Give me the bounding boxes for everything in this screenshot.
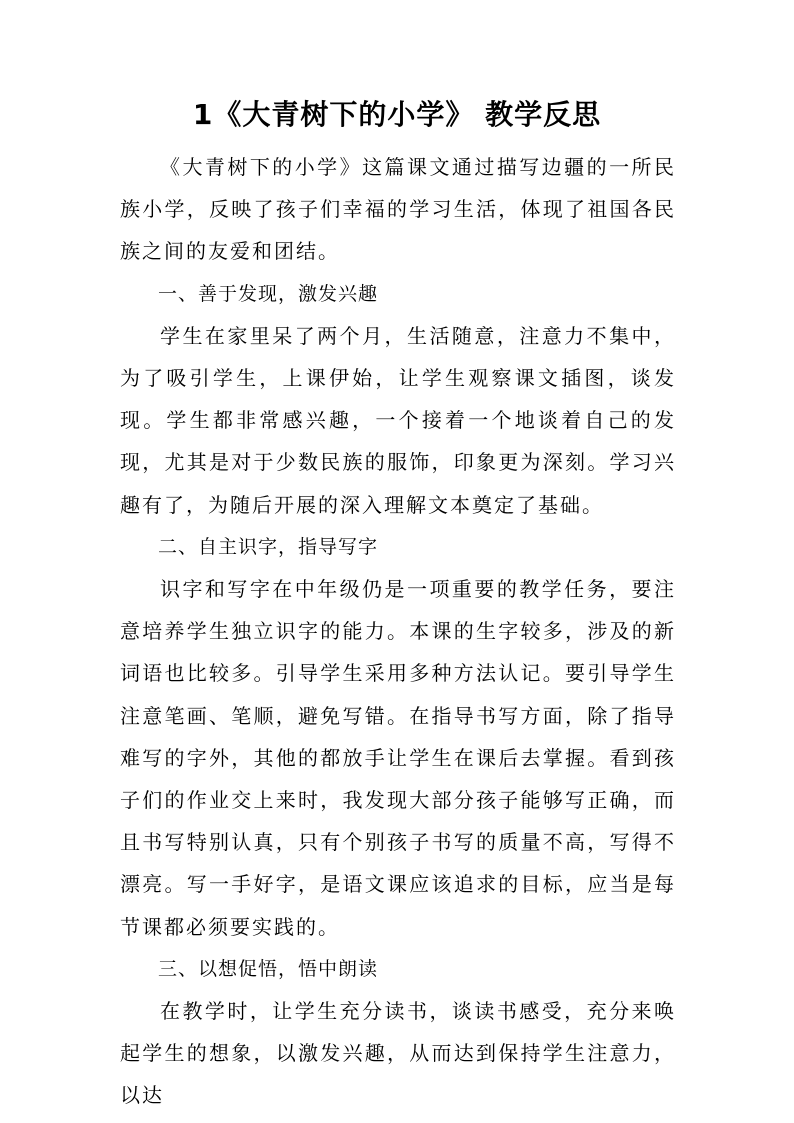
- section-heading-3: 三、以想促悟，悟中朗读: [158, 957, 379, 980]
- intro-paragraph: 《大青树下的小学》这篇课文通过描写边疆的一所民族小学，反映了孩子们幸福的学习生活，体现了祖国各民族之间的友爱和团结。: [120, 155, 676, 264]
- document-body: [120, 146, 676, 1117]
- section-paragraph-2: 识字和写字在中年级仍是一项重要的教学任务，要注意培养学生独立识字的能力。本课的生字较多，涉及的新词语也比较多。引导学生采用多种方法认记。要引导学生注意笔画、笔顺，避免写错。在指导书写方面，除了指导难写的字外，其他的都放手让学生在课后去掌握。看到孩子们的作业交上来时，我发现大部分孩子能够写正确，而且书写特别认真，只有个别孩子书写的质量不高，写得不漂亮。写一手好字，是语文课应该追求的目标，应当是每节课都必须要实践的。: [120, 577, 676, 939]
- section-paragraph-3: 在教学时，让学生充分读书，谈读书感受，充分来唤起学生的想象，以激发兴趣，从而达到保持学生注意力，以达: [120, 999, 676, 1108]
- section-paragraph-1: 学生在家里呆了两个月，生活随意，注意力不集中，为了吸引学生，上课伊始，让学生观察课文插图，谈发现。学生都非常感兴趣，一个接着一个地谈着自己的发现，尤其是对于少数民族的服饰，印象更为深刻。学习兴趣有了，为随后开展的深入理解文本奠定了基础。: [120, 323, 676, 517]
- section-heading-1: 一、善于发现，激发兴趣: [158, 282, 379, 305]
- section-heading-2: 二、自主识字，指导写字: [158, 535, 379, 558]
- document-title: 1《大青树下的小学》 教学反思: [192, 98, 602, 131]
